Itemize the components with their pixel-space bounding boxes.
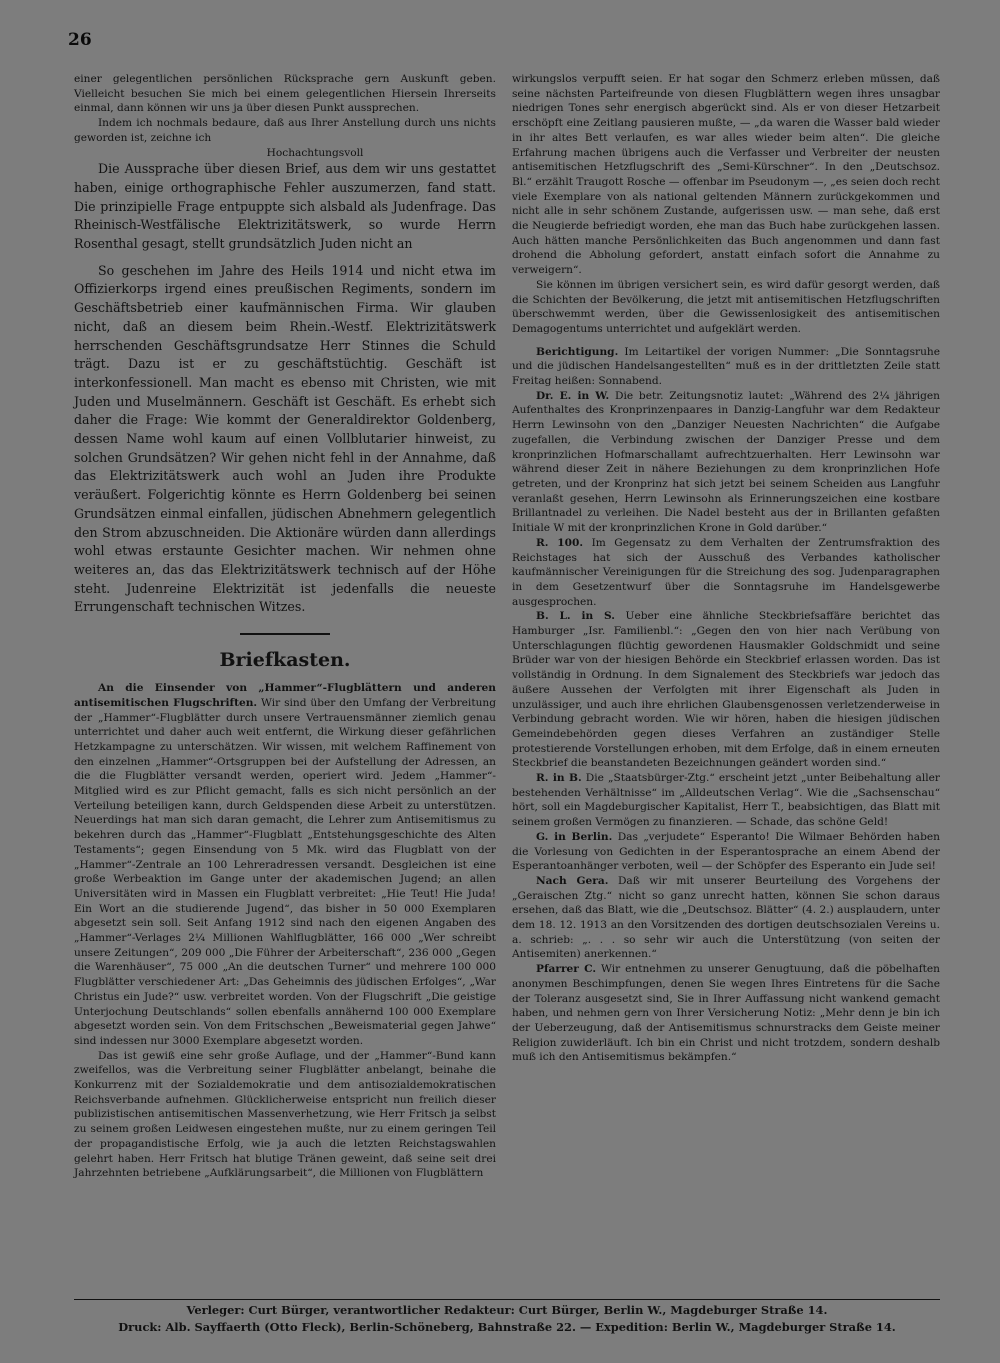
footer-divider bbox=[74, 1299, 940, 1300]
imprint-printer: Druck: Alb. Sayffaerth (Otto Fleck), Berlin-Schöneberg, Bahnstraße 22. — Expedition: Berlin W., Magdeburger Straße 14. bbox=[118, 1320, 896, 1334]
letter-end-paragraph: Indem ich nochmals bedaure, daß aus Ihrer Anstellung durch uns nichts geworden ist, zeichne ich bbox=[74, 117, 496, 144]
briefkasten-entry bbox=[512, 962, 940, 1065]
entry-text: Das „verjudete“ Esperanto! Die Wilmaer Behörden haben die Vorlesung von Gedichten in der Esperantosprache an einem Abend der Esperantoanhänger verboten, weil — der Schöpfer des Esperanto ein Jude sei! bbox=[512, 830, 940, 873]
entry-lead: Berichtigung. bbox=[536, 345, 619, 358]
entry-text: Die betr. Zeitungsnotiz lautet: „Während des 2¼ jährigen Aufenthaltes des Kronprinzenpaares in Danzig-Langfuhr war dem Redakteur Herrn Lewinsohn von den „Danziger Neuesten Nachrichten“ die Aufgabe zugefallen, die Verbindung zwischen der Danziger Presse und dem kronprinzlichen Hofmarschallamt aufrechtzuerhalten. Herr Lewinsohn war während dieser Zeit in nähere Beziehungen zu dem kronprinzlichen Hofe getreten, und der Kronprinz hat sich jetzt bei seinem Scheiden aus Langfuhr veranlaßt gesehen, Herrn Lewinsohn als Erinnerungszeichen eine kostbare Brillantnadel zu verleihen. Die Nadel besteht aus der in Brillanten gefaßten Initiale W mit der kronprinzlichen Krone in Gold darüber.“ bbox=[512, 389, 940, 535]
entry-lead: B. L. in S. bbox=[536, 610, 615, 623]
briefkasten-paragraph: Das ist gewiß eine sehr große Auflage, und der „Hammer“-Bund kann zweifellos, was die Verbreitung seiner Flugblätter anbelangt, beinahe die Konkurrenz mit der Sozialdemokratie und dem antisozialdemokratischen Reichsverbande aufnehmen. Glücklicherweise entspricht nun freilich dieser publizistischen antisemitischen Massenverhetzung, wie Herr Fritsch ja selbst zu seinem großen Leidwesen eingestehen mußte, nur zu einem geringen Teil der propagandistische Erfolg, wie ja auch die letzten Reichstagswahlen gelehrt haben. Herr Fritsch hat blutige Tränen geweint, daß seine seit drei Jahrzehnten betriebene „Aufklärungsarbeit“, die Millionen von Flugblättern bbox=[74, 1049, 496, 1180]
continuation-paragraph: Sie können im übrigen versichert sein, es wird dafür gesorgt werden, daß die Schichten der Bevölkerung, die jetzt mit antisemitischen Hetzflugschriften überschwemmt werden, über die Gewissenlosigkeit des antisemitischen Demagogentums unterrichtet und aufgeklärt werden. bbox=[512, 278, 940, 335]
letter-signature: Hochachtungsvoll bbox=[266, 146, 364, 159]
entry-text: Im Gegensatz zu dem Verhalten der Zentrumsfraktion des Reichstages hat sich der Ausschuß des Verbandes katholischer kaufmännischer Vereinigungen für die Streichung des sog. Judenparagraphen in dem Gesetzentwurf über die Sonntagsruhe im Handelsgewerbe ausgesprochen. bbox=[512, 536, 940, 608]
right-column bbox=[512, 72, 940, 1065]
entry-lead: R. 100. bbox=[536, 536, 584, 549]
briefkasten-entry bbox=[512, 874, 940, 962]
section-heading: Briefkasten. bbox=[219, 649, 351, 672]
continuation-paragraph: wirkungslos verpufft seien. Er hat sogar den Schmerz erleben müssen, daß seine nächsten Parteifreunde von diesen Flugblättern wegen ihres unsagbar niedrigen Tones sehr energisch abgerückt sind. Als er von dieser Hetzarbeit erschöpft eine Zeitlang pausieren mußte, — „da waren die Wasser bald wieder in ihr altes Bett verlaufen, es war alles wieder beim alten“. Die gleiche Erfahrung machen übrigens auch die Verfasser und Verbreiter der neusten antisemitischen Hetzflugschrift des „Semi-Kürschner“. In den „Deutschsoz. Bl.“ erzählt Traugott Rosche — offenbar im Pseudonym —, „es seien doch recht viele Exemplare von als national geltenden Männern zurückgekommen und nicht alle in sehr schönem Zustande, aufgerissen usw. — man sehe, daß erst die Neugierde befriedigt worden, ehe man das Buch habe zurückgehen lassen. Auch hätten manche Persönlichkeiten das Buch angenommen und dann fast drohend die Abholung gefordert, anstatt einfach sofort die Annahme zu verweigern“. bbox=[512, 73, 940, 277]
briefkasten-entry bbox=[512, 345, 940, 389]
entry-text: Wir entnehmen zu unserer Genugtuung, daß die pöbelhaften anonymen Beschimpfungen, denen Sie wegen Ihres Eintretens für die Sache der Toleranz ausgesetzt sind, Sie in Ihrer Auffassung nicht wankend gemacht haben, und nehmen gern von Ihrer Versicherung Notiz: „Mehr denn je bin ich der Ueberzeugung, daß der Antisemitismus schnurstracks dem Geiste meiner Religion zuwiderläuft. Ich bin ein Christ und nicht trotzdem, sondern deshalb muß ich den Antisemitismus bekämpfen.“ bbox=[512, 963, 941, 1064]
page-number: 26 bbox=[68, 30, 92, 50]
commentary-paragraph: So geschehen im Jahre des Heils 1914 und nicht etwa im Offizierkorps irgend eines preußischen Regiments, sondern im Geschäftsbetrieb einer kaufmännischen Firma. Wir glauben nicht, daß an diesem beim Rhein.-Westf. Elektrizitätswerk herrschenden Geschäftsgrundsatze Herr Stinnes die Schuld trägt. Dazu ist er zu geschäftstüchtig. Geschäft ist interkonfessionell. Man macht es ebenso mit Christen, wie mit Juden und Muselmännern. Geschäft ist Geschäft. Es erhebt sich daher die Frage: Wie kommt der Generaldirektor Goldenberg, dessen Name wohl kaum auf einen Vollblutarier hinweist, zu solchen Grundsätzen? Wir gehen nicht fehl in der Annahme, daß das Elektrizitätswerk auch wohl an Juden ihre Produkte veräußert. Folgerichtig könnte es Herrn Goldenberg bei seinen Grundsätzen einmal einfallen, jüdischen Abnehmern gelegentlich den Strom abzuschneiden. Die Aktionäre würden dann allerdings wohl etwas erstaunte Gesichter machen. Wir nehmen ohne weiteres an, das das Elektrizitätswerk technisch auf der Höhe steht. Judenreine Elektrizität ist jedenfalls die neueste Errungenschaft technischen Witzes. bbox=[74, 262, 496, 615]
entry-text: Daß wir mit unserer Beurteilung des Vorgehens der „Geraischen Ztg.“ nicht so ganz unrecht hatten, können Sie schon daraus ersehen, daß das Blatt, wie die „Deutschsoz. Blätter“ (4. 2.) ausplaudern, unter dem 18. 12. 1913 an den Vorsitzenden des dortigen deutschsozialen Vereins u. a. schrieb: „. . . so sehr wir auch die Unterstützung (von seiten der Antisemiten) anerkennen.“ bbox=[512, 874, 941, 961]
briefkasten-entry bbox=[512, 609, 940, 771]
entry-text: Die „Staatsbürger-Ztg.“ erscheint jetzt „unter Beibehaltung aller bestehenden Verhältnisse“ im „Alldeutschen Verlag“. Wie die „Sachsenschau“ hört, soll ein Magdeburgischer Kapitalist, Herr T., beabsichtigen, das Blatt mit seinem großen Vermögen zu finanzieren. — Schade, das schöne Geld! bbox=[512, 772, 940, 829]
briefkasten-entry bbox=[512, 389, 940, 536]
briefkasten-entry bbox=[512, 771, 940, 830]
entry-lead: G. in Berlin. bbox=[536, 830, 613, 843]
briefkasten-entry bbox=[512, 830, 940, 874]
imprint-publisher: Verleger: Curt Bürger, verantwortlicher Redakteur: Curt Bürger, Berlin W., Magdeburger Straße 14. bbox=[186, 1303, 828, 1317]
entry-text: Ueber eine ähnliche Steckbriefsaffäre berichtet das Hamburger „Isr. Familienbl.“: „Gegen den von hier nach Verübung von Unterschlagungen flüchtig gewordenen Hausmakler Goldschmidt und seine Brüder war von der hiesigen Behörde ein Steckbrief erlassen worden. Das ist vollständig in Ordnung. In dem Signalement des Steckbriefs war jedoch das äußere Aussehen der Verfolgten mit ihrer Eigenschaft als Juden in unzulässiger, und auch ihre ehrlichen Glaubensgenossen verletzenderweise in Verbindung gebracht worden. Wie wir hören, haben die hiesigen jüdischen Gemeindebehörden gegen dieses Verfahren an zuständiger Stelle protestierende Vorstellungen erhoben, mit dem Erfolge, daß in einem erneuten Steckbrief die beanstandeten Bezeichnungen geändert worden sind.“ bbox=[512, 610, 940, 770]
entry-lead: Nach Gera. bbox=[536, 874, 609, 887]
entry-lead: Dr. E. in W. bbox=[536, 389, 610, 402]
commentary-paragraph: Die Aussprache über diesen Brief, aus dem wir uns gestattet haben, einige orthographische Fehler auszumerzen, fand statt. Die prinzipielle Frage entpuppte sich alsbald als Judenfrage. Das Rheinisch-Westfälische Elektrizitätswerk, so wurde Herrn Rosenthal gesagt, stellt grundsätzlich Juden nicht an bbox=[74, 161, 496, 252]
section-divider bbox=[240, 633, 330, 635]
entry-text: Im Leitartikel der vorigen Nummer: „Die Sonntagsruhe und die jüdischen Handelsangestellten“ muß es in der drittletzten Zeile statt Freitag heißen: Sonnabend. bbox=[512, 345, 940, 388]
entry-lead: R. in B. bbox=[536, 772, 582, 785]
entry-lead: Pfarrer C. bbox=[536, 963, 597, 976]
briefkasten-entry bbox=[512, 536, 940, 610]
left-column bbox=[74, 72, 496, 1181]
entry-lead: An die Einsender von „Hammer“-Flugblättern und anderen antisemitischen Flugschriften. bbox=[74, 682, 496, 709]
letter-end-paragraph: einer gelegentlichen persönlichen Rücksprache gern Auskunft geben. Vielleicht besuchen Sie mich bei einem gelegentlichen Hiersein Ihrerseits einmal, dann können wir uns ja über diesen Punkt aussprechen. bbox=[74, 73, 496, 115]
entry-text: Wir sind über den Umfang der Verbreitung der „Hammer“-Flugblätter durch unsere Vertrauensmänner ziemlich genau unterrichtet und daher auch weit entfernt, die Wirkung dieser gefährlichen Hetzkampagne zu unterschätzen. Wir wissen, mit welchem Raffinement von den einzelnen „Hammer“-Ortsgruppen bei der Aufstellung der Adressen, an die die Flugblätter versandt werden, operiert wird. Jedem „Hammer“-Mitglied wird es zur Pflicht gemacht, falls es sich nicht persönlich an der Verteilung beteiligen kann, durch Geldspenden diese Arbeit zu unterstützen. Neuerdings hat man sich daran gemacht, die Lehrer zum Antisemitismus zu bekehren durch das „Hammer“-Flugblatt „Entstehungsgeschichte des Alten Testaments“; gegen Einsendung von 5 Mk. wird das Flugblatt von der „Hammer“-Zentrale an 100 Lehreradressen versandt. Desgleichen ist eine große Werbeaktion im Gange unter der akademischen Jugend; an allen Universitäten wird in Massen ein Flugblatt verbreitet: „Hie Teut! Hie Juda! Ein Wort an die studierende Jugend“, das bisher in 50 000 Exemplaren abgesetzt sein soll. Seit Anfang 1912 sind nach den eigenen Angaben des „Hammer“-Verlages 2¼ Millionen Wahlflugblätter, 166 000 „Wer schreibt unsere Zeitungen“, 209 000 „Die Führer der Arbeiterschaft“, 236 000 „Gegen die Warenhäuser“, 75 000 „An die deutschen Turner“ und mehrere 100 000 Flugblätter verschiedener Art: „Das Geheimnis des jüdischen Erfolges“, „War Christus ein Jude?“ usw. verbreitet worden. Von der Flugschrift „Die geistige Unterjochung Deutschlands“ sollen ebenfalls annähernd 100 000 Exemplare abgesetzt worden sein. Von dem Fritschschen „Beweismaterial gegen Jahwe“ sind indessen nur 3000 Exemplare abgesetzt worden. bbox=[74, 696, 497, 1047]
briefkasten-entry bbox=[74, 681, 496, 1049]
